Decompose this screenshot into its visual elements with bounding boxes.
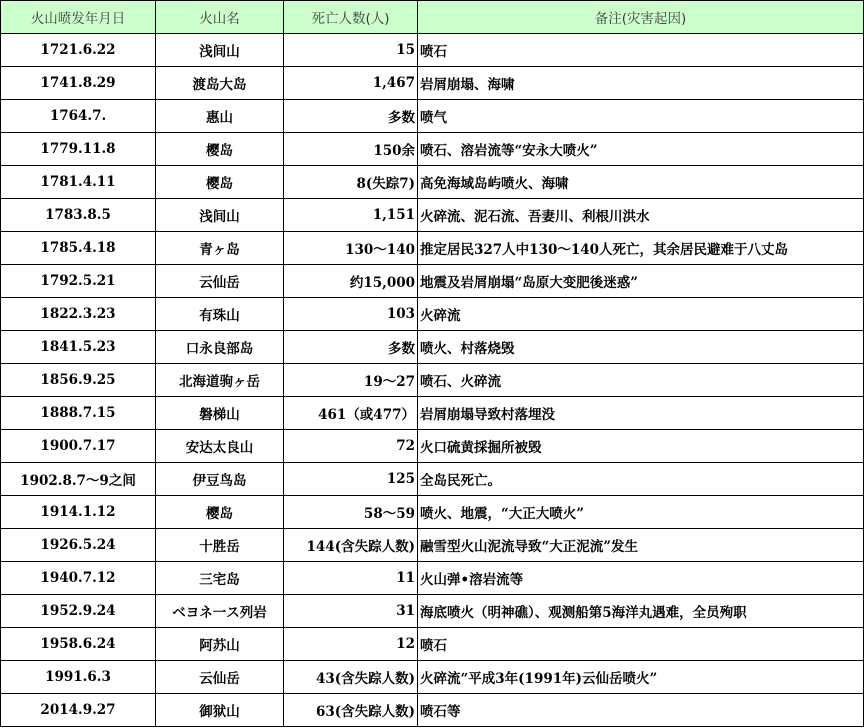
deaths-cell: 1,467	[284, 67, 418, 100]
note-cell: 喷石、溶岩流等“安永大喷火”	[418, 133, 864, 166]
date-cell: 1952.9.24	[1, 595, 156, 628]
date-cell: 1991.6.3	[1, 661, 156, 694]
note-cell: 火碎流、泥石流、吾妻川、利根川洪水	[418, 199, 864, 232]
deaths-cell: 约15,000	[284, 265, 418, 298]
table-row	[1, 232, 864, 265]
date-cell: 1900.7.17	[1, 430, 156, 463]
deaths-cell: 多数	[284, 100, 418, 133]
date-cell: 1841.5.23	[1, 331, 156, 364]
deaths-cell: 144(含失踪人数)	[284, 529, 418, 562]
deaths-cell: 12	[284, 628, 418, 661]
deaths-cell: 63(含失踪人数)	[284, 694, 418, 727]
date-cell: 1779.11.8	[1, 133, 156, 166]
volcano-cell: 惠山	[156, 100, 284, 133]
note-cell: 火口硫黄採掘所被毁	[418, 430, 864, 463]
deaths-cell: 58～59	[284, 496, 418, 529]
table-row	[1, 166, 864, 199]
deaths-cell: 15	[284, 34, 418, 67]
header-volcano: 火山名	[156, 1, 284, 34]
note-cell: 喷石	[418, 628, 864, 661]
table-row	[1, 430, 864, 463]
header-deaths: 死亡人数(人)	[284, 1, 418, 34]
date-cell: 1926.5.24	[1, 529, 156, 562]
date-cell: 1764.7.	[1, 100, 156, 133]
note-cell: 火山弹•溶岩流等	[418, 562, 864, 595]
table-row	[1, 100, 864, 133]
volcano-cell: 磐梯山	[156, 397, 284, 430]
volcano-cell: 阿苏山	[156, 628, 284, 661]
note-cell: 岩屑崩塌、海啸	[418, 67, 864, 100]
table-row	[1, 463, 864, 496]
table-row	[1, 133, 864, 166]
volcano-cell: 云仙岳	[156, 661, 284, 694]
volcano-cell: 青ヶ岛	[156, 232, 284, 265]
deaths-cell: 461（或477）	[284, 397, 418, 430]
deaths-cell: 8(失踪7)	[284, 166, 418, 199]
date-cell: 1783.8.5	[1, 199, 156, 232]
deaths-cell: 1,151	[284, 199, 418, 232]
deaths-cell: 19～27	[284, 364, 418, 397]
table-row	[1, 331, 864, 364]
volcano-cell: 浅间山	[156, 34, 284, 67]
date-cell: 1792.5.21	[1, 265, 156, 298]
volcano-cell: 渡岛大岛	[156, 67, 284, 100]
table-row	[1, 628, 864, 661]
note-cell: 高免海域岛屿喷火、海啸	[418, 166, 864, 199]
deaths-cell: 43(含失踪人数)	[284, 661, 418, 694]
date-cell: 1822.3.23	[1, 298, 156, 331]
header-row	[1, 1, 864, 34]
table-row	[1, 595, 864, 628]
note-cell: 火碎流“平成3年(1991年)云仙岳喷火”	[418, 661, 864, 694]
volcano-cell: 浅间山	[156, 199, 284, 232]
volcano-cell: 樱岛	[156, 496, 284, 529]
volcano-cell: 安达太良山	[156, 430, 284, 463]
note-cell: 喷气	[418, 100, 864, 133]
header-date: 火山喷发年月日	[1, 1, 156, 34]
volcano-cell: 三宅岛	[156, 562, 284, 595]
table-row	[1, 364, 864, 397]
note-cell: 岩屑崩塌导致村落埋没	[418, 397, 864, 430]
volcano-cell: 御狱山	[156, 694, 284, 727]
deaths-cell: 150余	[284, 133, 418, 166]
deaths-cell: 125	[284, 463, 418, 496]
date-cell: 1958.6.24	[1, 628, 156, 661]
deaths-cell: 103	[284, 298, 418, 331]
date-cell: 1741.8.29	[1, 67, 156, 100]
volcano-cell: 北海道驹ヶ岳	[156, 364, 284, 397]
date-cell: 1888.7.15	[1, 397, 156, 430]
date-cell: 1914.1.12	[1, 496, 156, 529]
note-cell: 推定居民327人中130～140人死亡，其余居民避难于八丈岛	[418, 232, 864, 265]
volcano-cell: ベヨネ一ス列岩	[156, 595, 284, 628]
table-row	[1, 529, 864, 562]
header-note: 备注(灾害起因)	[418, 1, 864, 34]
volcano-cell: 樱岛	[156, 166, 284, 199]
note-cell: 融雪型火山泥流导致“大正泥流”发生	[418, 529, 864, 562]
note-cell: 海底喷火（明神礁）、观测船第5海洋丸遇难，全员殉职	[418, 595, 864, 628]
table-row	[1, 67, 864, 100]
volcano-cell: 口永良部岛	[156, 331, 284, 364]
table-row	[1, 562, 864, 595]
deaths-cell: 多数	[284, 331, 418, 364]
deaths-cell: 72	[284, 430, 418, 463]
table-row	[1, 496, 864, 529]
note-cell: 全岛民死亡。	[418, 463, 864, 496]
date-cell: 1940.7.12	[1, 562, 156, 595]
deaths-cell: 130～140	[284, 232, 418, 265]
volcano-cell: 云仙岳	[156, 265, 284, 298]
date-cell: 1781.4.11	[1, 166, 156, 199]
table-row	[1, 661, 864, 694]
date-cell: 1785.4.18	[1, 232, 156, 265]
table-row	[1, 298, 864, 331]
table-row	[1, 199, 864, 232]
note-cell: 喷石	[418, 34, 864, 67]
deaths-cell: 31	[284, 595, 418, 628]
date-cell: 1721.6.22	[1, 34, 156, 67]
date-cell: 2014.9.27	[1, 694, 156, 727]
table-row	[1, 265, 864, 298]
note-cell: 地震及岩屑崩塌“岛原大变肥後迷惑”	[418, 265, 864, 298]
volcano-cell: 有珠山	[156, 298, 284, 331]
table-row	[1, 397, 864, 430]
table-row	[1, 34, 864, 67]
note-cell: 喷火、村落烧毁	[418, 331, 864, 364]
date-cell: 1856.9.25	[1, 364, 156, 397]
volcano-cell: 樱岛	[156, 133, 284, 166]
table-row	[1, 694, 864, 727]
note-cell: 喷火、地震，“大正大喷火”	[418, 496, 864, 529]
volcano-cell: 十胜岳	[156, 529, 284, 562]
deaths-cell: 11	[284, 562, 418, 595]
volcano-cell: 伊豆鸟岛	[156, 463, 284, 496]
note-cell: 喷石、火碎流	[418, 364, 864, 397]
note-cell: 喷石等	[418, 694, 864, 727]
note-cell: 火碎流	[418, 298, 864, 331]
date-cell: 1902.8.7～9之间	[1, 463, 156, 496]
